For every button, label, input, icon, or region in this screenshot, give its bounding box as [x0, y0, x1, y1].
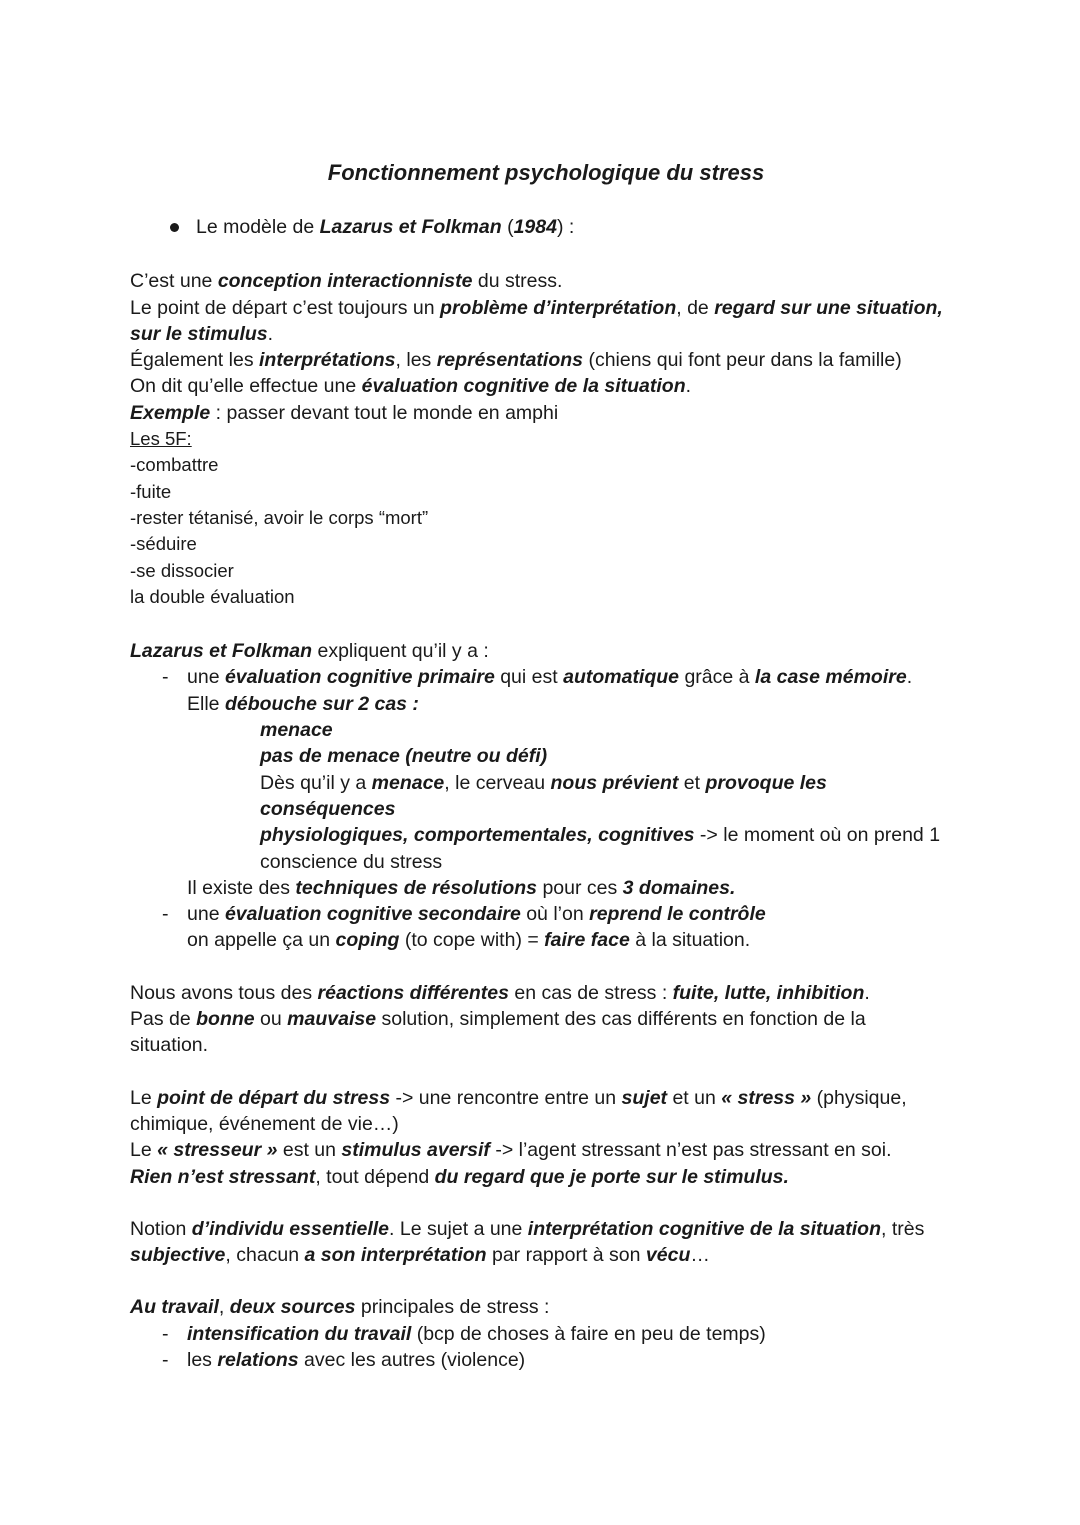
- paragraph-evaluation: On dit qu’elle effectue une évaluation cognitive de la situation.: [130, 375, 692, 398]
- document-title: Fonctionnement psychologique du stress: [327, 160, 765, 185]
- five-f-footer: la double évaluation: [130, 585, 295, 607]
- paragraph-travail: Au travail, deux sources principales de stress :: [130, 1296, 550, 1319]
- list-item: -fuite: [130, 480, 172, 502]
- paragraph-point-depart: Le point de départ c’est toujours un problème d’interprétation, de regard sur une situation, sur le stimulus.: [130, 296, 943, 345]
- list-item: - intensification du travail (bcp de choses à faire en peu de temps): [162, 1322, 766, 1345]
- list-item: -séduire: [130, 533, 197, 555]
- paragraph-exemple: Exemple : passer devant tout le monde en amphi: [130, 401, 559, 424]
- list-item: -rester tétanisé, avoir le corps “mort”: [130, 506, 429, 528]
- list-item: -combattre: [130, 454, 219, 476]
- paragraph-conception: C’est une conception interactionniste du stress.: [130, 270, 563, 293]
- paragraph-lazarus-folkman: Lazarus et Folkman expliquent qu’il y a :: [130, 640, 489, 663]
- list-item: -se dissocier: [130, 559, 234, 581]
- paragraph-individu: Notion d’individu essentielle. Le sujet a une interprétation cognitive de la situation, très subjective, chacun a son interprétation par rapport à son vécu…: [130, 1217, 925, 1267]
- paragraph-interpretations: Également les interprétations, les représentations (chiens qui font peur dans la famille): [130, 349, 902, 372]
- five-f-list: [130, 426, 962, 610]
- secondary-evaluation-item: - une évaluation cognitive secondaire où l’on reprend le contrôle on appelle ça un coping (to cope with) = faire face à la situation.: [162, 903, 766, 952]
- primary-evaluation-item: - une évaluation cognitive primaire qui est automatique grâce à la case mémoire. Elle débouche sur 2 cas :: [162, 666, 913, 715]
- primary-techniques: Il existe des techniques de résolutions pour ces 3 domaines.: [187, 876, 736, 899]
- model-bullet: Le modèle de Lazarus et Folkman (1984) :: [130, 214, 962, 240]
- paragraph-reactions: Nous avons tous des réactions différentes en cas de stress : fuite, lutte, inhibition. Pas de bonne ou mauvaise solution, simplement des cas différents en fonction de la situation.: [130, 981, 870, 1057]
- primary-cases: menace pas de menace (neutre ou défi) Dès qu’il y a menace, le cerveau nous prévient et provoque les conséquences physiologiques, comportementales, cognitives -> le moment où on prend 1 conscience du stress: [260, 719, 941, 873]
- bullet-icon: [170, 223, 179, 232]
- list-item: - les relations avec les autres (violence): [162, 1348, 526, 1371]
- five-f-heading: Les 5F:: [130, 428, 192, 450]
- paragraph-point-depart-stress: Le point de départ du stress -> une rencontre entre un sujet et un « stress » (physique, chimique, événement de vie…) Le « stresseur » est un stimulus aversif -> l’agent stressant n’est pas stressant en soi. Rien n’est stressant, tout dépend du regard que je porte sur le stimulus.: [130, 1086, 907, 1188]
